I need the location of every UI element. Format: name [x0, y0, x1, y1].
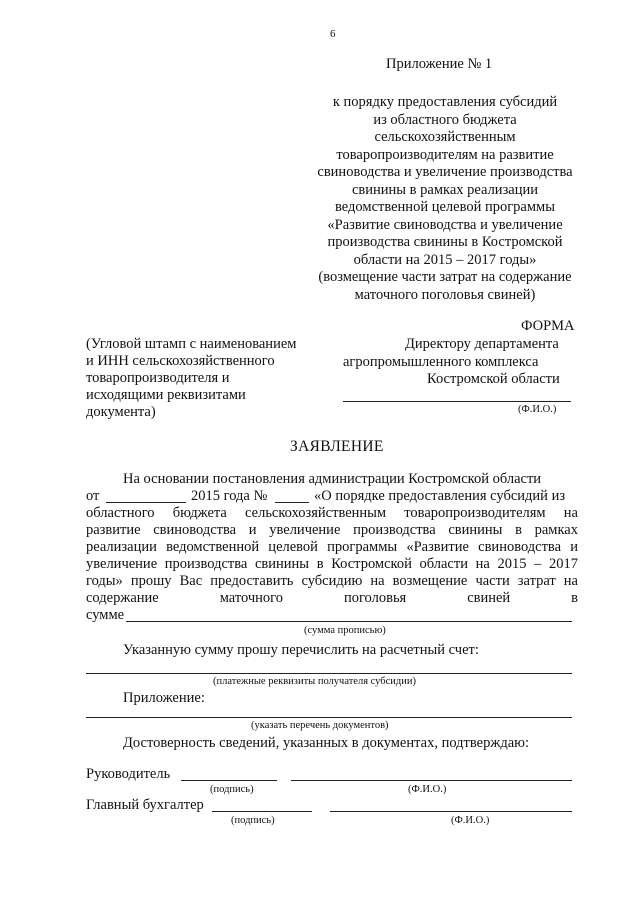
payment-details-caption: (платежные реквизиты получателя субсидии)	[213, 676, 416, 687]
appendix-line: свинины в рамках реализации	[351, 181, 539, 198]
addressee-line-1: Директору департамента	[405, 336, 559, 352]
accountant-signature-caption: (подпись)	[231, 815, 275, 826]
accountant-signature-field[interactable]	[212, 811, 312, 812]
payment-details-field[interactable]	[86, 673, 572, 674]
body-line-5: реализации ведомственной целевой программы «Развитие свиноводства и	[86, 539, 578, 555]
attachment-list-field[interactable]	[86, 717, 572, 718]
sum-caption: (сумма прописью)	[304, 625, 386, 636]
body-line-8	[86, 590, 578, 607]
body-line-6: увеличение производства свинины в Костромской области на 2015 – 2017	[86, 556, 578, 572]
stamp-line: документа)	[86, 404, 156, 420]
appendix-line: ведомственной целевой программы	[335, 199, 555, 215]
decree-number-field[interactable]	[275, 502, 309, 503]
head-fio-field[interactable]	[291, 780, 572, 781]
word: поголовья	[343, 590, 407, 606]
transfer-text: Указанную сумму прошу перечислить на расчетный счет:	[123, 642, 479, 658]
accountant-label: Главный бухгалтер	[86, 797, 204, 813]
word: маточного	[219, 590, 283, 606]
appendix-line: маточного поголовья свиней)	[354, 286, 536, 303]
appendix-line: товаропроизводителям на развитие	[336, 146, 554, 163]
attachment-caption: (указать перечень документов)	[251, 720, 389, 731]
addressee-line-2: агропромышленного комплекса	[343, 354, 539, 370]
sum-in-words-field[interactable]	[126, 621, 572, 622]
appendix-line: «Развитие свиноводства и увеличение	[327, 216, 563, 233]
word: в	[571, 590, 578, 606]
accountant-fio-caption: (Ф.И.О.)	[451, 815, 490, 826]
body-year: 2015 года №	[191, 488, 268, 504]
word: свиней	[467, 590, 511, 606]
appendix-line: области на 2015 – 2017 годы»	[353, 251, 537, 268]
appendix-title: Приложение № 1	[386, 56, 493, 72]
appendix-line: свиноводства и увеличение производства	[317, 164, 573, 180]
body-line-7: годы» прошу Вас предоставить субсидию на возмещение части затрат на	[86, 573, 578, 589]
head-signature-field[interactable]	[181, 780, 277, 781]
addressee-line-3: Костромской области	[427, 371, 560, 387]
addressee-fio-caption: (Ф.И.О.)	[518, 404, 557, 415]
decree-date-field[interactable]	[106, 502, 186, 503]
head-fio-caption: (Ф.И.О.)	[408, 784, 447, 795]
appendix-line: сельскохозяйственным	[374, 129, 516, 145]
attachment-label: Приложение:	[123, 690, 205, 706]
appendix-line: из областного бюджета	[373, 111, 517, 128]
body-line-4: развитие свиноводства и увеличение производства свинины в рамках	[86, 522, 578, 538]
addressee-fio-line[interactable]	[343, 401, 571, 402]
body-line-1: На основании постановления администрации Костромской области	[123, 471, 542, 487]
word: содержание	[86, 590, 159, 606]
appendix-description	[300, 94, 590, 304]
accountant-fio-field[interactable]	[330, 811, 572, 812]
stamp-line: и ИНН сельскохозяйственного	[86, 353, 275, 369]
appendix-line: к порядку предоставления субсидий	[332, 94, 558, 110]
corner-stamp-note	[86, 336, 296, 421]
head-signature-caption: (подпись)	[210, 784, 254, 795]
confirmation-text: Достоверность сведений, указанных в документах, подтверждаю:	[123, 735, 530, 751]
form-label: ФОРМА	[521, 318, 575, 334]
stamp-line: (Угловой штамп с наименованием	[86, 336, 297, 352]
body-sum-label: сумме	[86, 607, 125, 623]
body-line-2-rest: «О порядке предоставления субсидий из	[314, 488, 566, 504]
document-title: ЗАЯВЛЕНИЕ	[290, 438, 384, 455]
body-from: от	[86, 488, 100, 504]
stamp-line: товаропроизводителя и	[86, 370, 230, 386]
page-number: 6	[330, 28, 336, 40]
appendix-line: (возмещение части затрат на содержание	[318, 269, 572, 285]
stamp-line: исходящими реквизитами	[86, 387, 246, 403]
head-label: Руководитель	[86, 766, 171, 782]
body-line-3: областного бюджета сельскохозяйственным товаропроизводителям на	[86, 505, 578, 521]
appendix-line: производства свинины в Костромской	[327, 234, 563, 250]
